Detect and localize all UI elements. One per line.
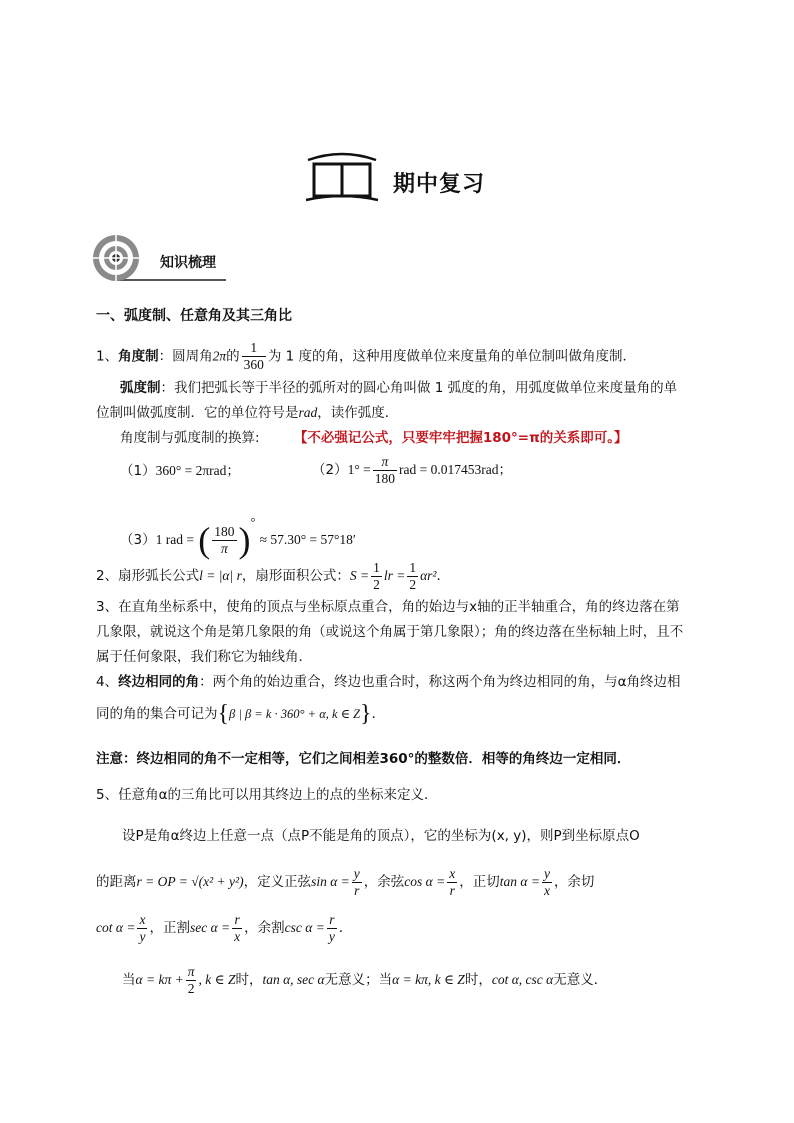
- paragraph-1b-line2: 位制叫做弧度制．它的单位符号是rad，读作弧度．: [96, 405, 399, 421]
- paragraph-2: 2、扇形弧长公式l = |α| r，扇形面积公式：S = $\frac{1}{2}$ lr = $\frac{1}{2}$ αr²．: [96, 559, 450, 592]
- paragraph-5-line3: 的距离r = OP = √(x² + y²)，定义正弦sin α = $\frac{y}{r}$ ，余弦cos α = $\frac{x}{r}$ ，正切tan α = $\frac{y}{x}$ ，余切: [96, 865, 595, 898]
- paragraph-3-line2: 几象限，就说这个角是第几象限的角（或说这个角属于第几象限）；角的终边落在坐标轴上时，且不: [96, 624, 684, 640]
- note-text: 注意：终边相同的角不一定相等，它们之间相差360°的整数倍．相等的角终边一定相同．: [96, 751, 631, 767]
- conversion-3: （3）1 rad = ( $\frac{180}{\pi}$ )° ≈ 57.30° = 57°18′: [120, 515, 356, 560]
- paragraph-5-line4: cot α = $\frac{x}{y}$ ，正割sec α = $\frac{r}{x}$ ，余割csc α = $\frac{r}{y}$ ．: [96, 911, 353, 944]
- paragraph-4-line1: 4、终边相同的角：两个角的始边重合，终边也重合时，称这两个角为终边相同的角，与α角终边相: [96, 674, 681, 690]
- heading-1: 一、弧度制、任意角及其三角比: [96, 308, 292, 324]
- paragraph-5-line2: 设P是角α终边上任意一点（点P不能是角的顶点），它的坐标为(x, y)，则P到坐标原点O: [122, 828, 640, 844]
- paragraph-1: 1、角度制：圆周角2π的 $\frac{1}{360}$ 为 1 度的角，这种用度做单位来度量角的单位制叫做角度制．: [96, 340, 637, 372]
- paragraph-5-line1: 5、任意角α的三角比可以用其终边上的点的坐标来定义．: [96, 787, 438, 803]
- section-title: 知识梳理: [160, 255, 216, 271]
- conversion-intro: 角度制与弧度制的换算: 【不必强记公式，只要牢牢把握180°=π的关系即可。】: [120, 430, 628, 446]
- tip-note: 【不必强记公式，只要牢牢把握180°=π的关系即可。】: [293, 430, 628, 446]
- term-degree: 角度制: [118, 348, 159, 365]
- paragraph-6: 当α = kπ + $\frac{\pi}{2}$ , k ∈ Z时，tan α, sec α无意义；当α = kπ, k ∈ Z时，cot α, csc α无意义．: [122, 963, 608, 996]
- open-book-icon: [302, 150, 382, 208]
- paragraph-3-line3: 属于任何象限，我们称它为轴线角．: [96, 649, 312, 665]
- paragraph-1b-line1: 弧度制：我们把弧长等于半径的弧所对的圆心角叫做 1 弧度的角，用弧度做单位来度量角的单: [120, 380, 678, 396]
- paragraph-3-line1: 3、在直角坐标系中，使角的顶点与坐标原点重合，角的始边与x轴的正半轴重合，角的终边落在第: [96, 599, 680, 615]
- paragraph-4-line2: 同的角的集合可记为{β | β = k · 360° + α, k ∈ Z}．: [96, 701, 386, 727]
- conversion-1: （1）360° = 2πrad；: [120, 463, 240, 479]
- fraction-1-360: $\frac{1}{360}$: [243, 340, 264, 372]
- coterminal-set: β | β = k · 360° + α, k ∈ Z: [229, 707, 361, 721]
- term-radian: 弧度制: [120, 380, 161, 396]
- page-title: 期中复习: [393, 172, 486, 197]
- term-coterminal: 终边相同的角: [118, 674, 200, 690]
- conversion-2: （2）1° = $\frac{\pi}{180}$ rad = 0.017453rad；: [312, 453, 512, 486]
